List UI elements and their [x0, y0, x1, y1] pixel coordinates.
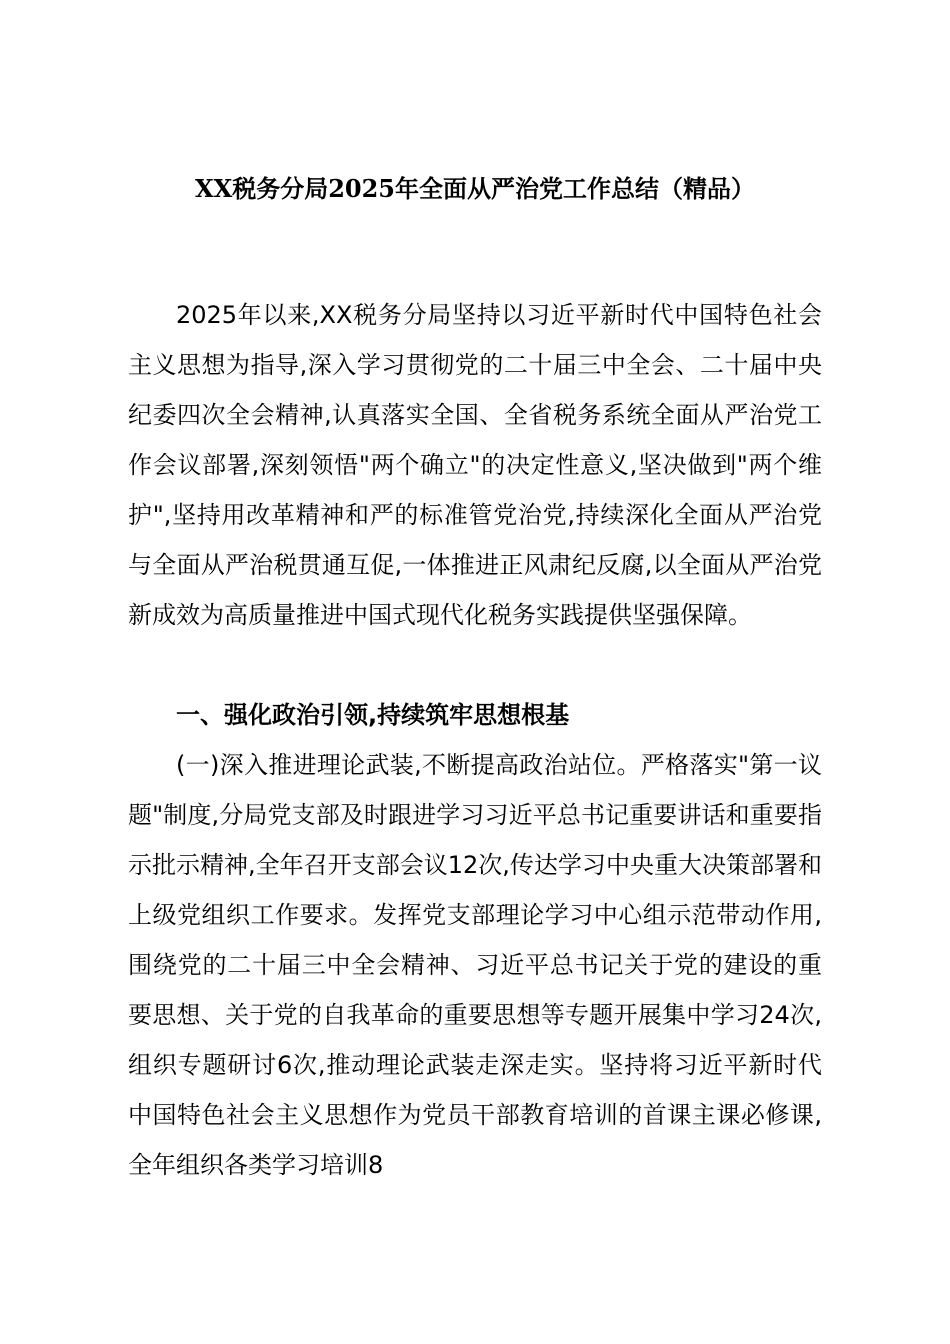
section-1-paragraph-1: (一)深入推进理论武装,不断提高政治站位。严格落实"第一议题"制度,分局党支部及时跟进学习习近平总书记重要讲话和重要指示批示精神,全年召开支部会议12次,传达学习中央重大决策部署和上级党组织工作要求。发挥党支部理论学习中心组示范带动作用,围绕党的二十届三中全会精神、习近平总书记关于党的建设的重要思想、关于党的自我革命的重要思想等专题开展集中学习24次,组织专题研讨6次,推动理论武装走深走实。坚持将习近平新时代中国特色社会主义思想作为党员干部教育培训的首课主课必修课,全年组织各类学习培训8	[128, 751, 822, 1179]
section-heading-1: 一、强化政治引领,持续筑牢思想根基	[176, 701, 570, 729]
document-title: XX税务分局2025年全面从严治党工作总结（精品）	[194, 174, 756, 203]
intro-paragraph: 2025年以来,XX税务分局坚持以习近平新时代中国特色社会主义思想为指导,深入学习贯彻党的二十届三中全会、二十届中央纪委四次全会精神,认真落实全国、全省税务系统全面从严治党工作会议部署,深刻领悟"两个确立"的决定性意义,坚决做到"两个维护",坚持用改革精神和严的标准管党治党,持续深化全面从严治党与全面从严治税贯通互促,一体推进正风肃纪反腐,以全面从严治党新成效为高质量推进中国式现代化税务实践提供坚强保障。	[128, 301, 822, 629]
